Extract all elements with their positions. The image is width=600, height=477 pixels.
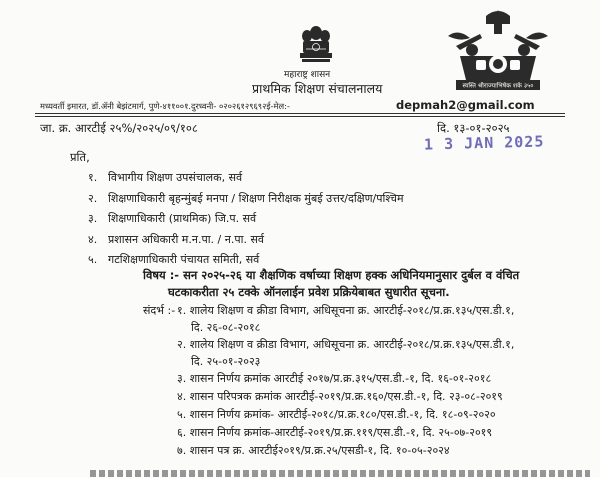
recipient-item (88, 170, 242, 185)
recipient-text: प्रशासन अधिकारी म.न.पा. / न.पा. सर्व (108, 232, 264, 246)
reference-item: ४. शासन परिपत्रक क्रमांक आरटीई-२०१९/प्र.क्र.१६०/एस.डी.-१, दि. २३-०८-२०१९ (177, 390, 503, 403)
subject-line-2: घटकाकरीता २५ टक्के ऑनलाईन प्रवेश प्रक्रियेबाबत सुधारीत सूचना. (168, 285, 450, 299)
seal-caption: स्वस्ति श्रीराज्याभिषेक शके ३५० (462, 82, 534, 90)
header-divider-thin (35, 116, 565, 117)
royal-seal-icon (436, 6, 560, 98)
recipient-number: ४. (88, 232, 98, 246)
reference-item-date: दि. २६-०८-२०१८ (191, 321, 261, 334)
reference-item: १. शालेय शिक्षण व क्रीडा विभाग, अधिसूचना क्र. आरटीई-२०१८/प्र.क्र.१३५/एस.डी.१, (177, 304, 515, 317)
reference-item: ७. शासन पत्र क्र. आरटीई२०१९/प्र.क्र.२५/एसडी-१, दि. १०-०५-२०२४ (177, 444, 450, 457)
department-name: प्राथमिक शिक्षण संचालनालय (252, 81, 383, 96)
reference-item: ६. शासन निर्णय क्रमांक-आरटीई-२०१९/प्र.क्र.११९/एस.डी.-१, दि. २५-०७-२०१९ (177, 426, 493, 439)
recipient-item (88, 191, 404, 206)
recipient-number: १. (88, 171, 98, 184)
reference-item: ३. शासन निर्णय क्रमांक आरटीई २०१७/प्र.क्र.३१५/एस.डी.-१, दि. १६-०१-२०१८ (177, 372, 492, 385)
recipient-number: ३. (88, 212, 98, 225)
contact-email: depmah2@gmail.com (396, 98, 535, 112)
office-address: मध्यवर्ती इमारत, डॉ.ॲनी बेझंटमार्ग, पुणे-४११००१.दुरध्वनी- ०२०२६१२९६९२ई-मेल:- (40, 101, 290, 111)
letter-date: दि. १३-०१-२०२५ (437, 121, 510, 135)
reference-item-date: दि. २५-०१-२०२३ (191, 355, 261, 368)
reference-item: २. शालेय शिक्षण व क्रीडा विभाग, अधिसूचना क्र. आरटीई-२०१८/प्र.क्र.१३५/एस.डी.१, (177, 338, 515, 351)
recipient-item (88, 252, 259, 267)
references-label: संदर्भ :- (143, 304, 176, 317)
subject-line-1: विषय :- सन २०२५-२६ या शैक्षणिक वर्षाच्या शिक्षण हक्क अधिनियमानुसार दुर्बल व वंचित (143, 268, 520, 282)
recipient-number: ५. (88, 253, 98, 266)
reference-item: ५. शासन निर्णय क्रमांक- आरटीई-२०१८/प्र.क्र.१८०/एस.डी.-१, दि. १८-०९-२०२० (177, 408, 496, 421)
salutation-to: प्रति, (70, 150, 90, 164)
government-name: महाराष्ट्र शासन (284, 70, 331, 80)
cropped-next-line (90, 470, 590, 477)
state-emblem-icon (292, 22, 340, 66)
header-divider (35, 113, 565, 114)
recipient-text: गटशिक्षणाधिकारी पंचायत समिती, सर्व (108, 253, 260, 266)
recipient-item (88, 232, 264, 247)
recipient-text: शिक्षणाधिकारी बृहन्मुंबई मनपा / शिक्षण निरीक्षक मुंबई उत्तर/दक्षिण/पश्चिम (108, 191, 404, 205)
recipient-text: शिक्षणाधिकारी (प्राथमिक) जि.प. सर्व (108, 212, 257, 225)
recipient-text: विभागीय शिक्षण उपसंचालक, सर्व (108, 171, 243, 184)
reference-number: जा. क्र. आरटीई २५%/२०२५/०९/१०८ (40, 121, 198, 135)
recipient-item (88, 211, 256, 226)
received-date-stamp: 1 3 JAN 2025 (423, 132, 545, 154)
recipient-number: २. (88, 191, 98, 205)
